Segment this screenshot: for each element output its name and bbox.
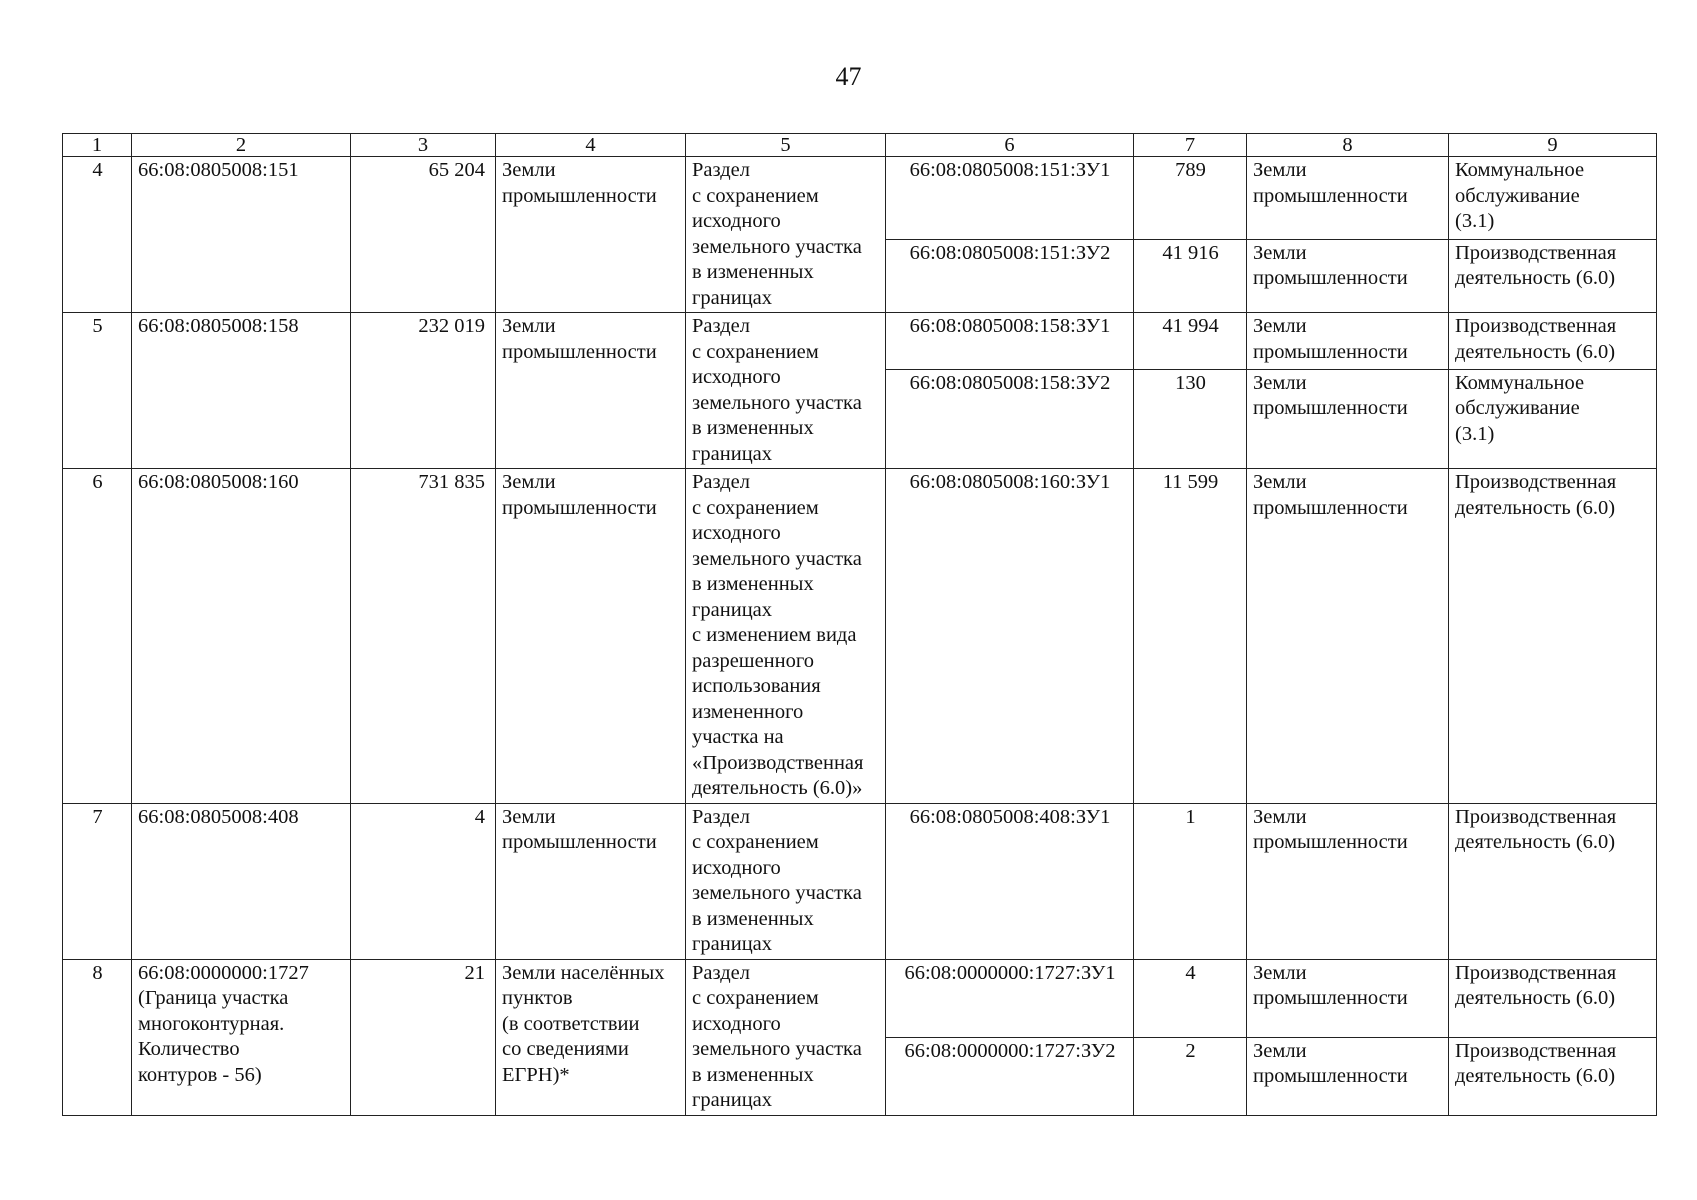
- row-index: 8: [63, 959, 132, 1115]
- cadastral-number-line: (Граница участка: [138, 987, 289, 1009]
- formation-method-line: исходного: [692, 522, 781, 544]
- cadastral-number-line: 66:08:0805008:160: [138, 471, 299, 493]
- formation-method-line: в измененных: [692, 261, 814, 283]
- new-plot-id: 66:08:0805008:408:ЗУ1: [886, 803, 1134, 959]
- plot-area: 232 019: [351, 313, 496, 469]
- column-number-row: [63, 134, 1657, 157]
- formation-method: [686, 313, 886, 469]
- column-number-1: 1: [63, 134, 132, 157]
- new-plot-category: [1247, 803, 1449, 959]
- formation-method-line: земельного участка: [692, 391, 862, 414]
- permitted-use: [1449, 803, 1657, 959]
- table-row: [63, 803, 1657, 959]
- formation-method-line: исходного: [692, 210, 781, 232]
- formation-method-line: границах: [692, 442, 773, 465]
- permitted-use-line: обслуживание: [1455, 184, 1580, 207]
- permitted-use: [1449, 157, 1657, 240]
- column-number-8: 8: [1247, 134, 1449, 157]
- cadastral-number: [132, 959, 351, 1115]
- formation-method-line: измененного: [692, 700, 804, 723]
- column-number-6: 6: [886, 134, 1134, 157]
- formation-method-line: деятельность (6.0)»: [692, 777, 863, 799]
- permitted-use-line: деятельность (6.0): [1455, 267, 1616, 290]
- new-plot-category-line: Земли: [1253, 371, 1307, 394]
- new-plot-category: [1247, 959, 1449, 1037]
- permitted-use-line: деятельность (6.0): [1455, 987, 1616, 1009]
- new-plot-category-line: Земли: [1253, 315, 1307, 337]
- new-plot-category: [1247, 157, 1449, 240]
- new-plot-area: 41 916: [1134, 239, 1247, 312]
- row-index: 6: [63, 469, 132, 804]
- table-row: [63, 959, 1657, 1037]
- column-number-2: 2: [132, 134, 351, 157]
- formation-method: [686, 469, 886, 804]
- permitted-use-line: Коммунальное: [1455, 159, 1585, 181]
- permitted-use-line: Производственная: [1455, 471, 1617, 493]
- new-plot-area: 789: [1134, 157, 1247, 240]
- new-plot-category-line: Земли: [1253, 241, 1307, 264]
- column-number-4: 4: [496, 134, 686, 157]
- table-body: [63, 157, 1657, 1116]
- new-plot-category-line: промышленности: [1253, 496, 1408, 519]
- formation-method-line: исходного: [692, 856, 781, 879]
- formation-method-line: земельного участка: [692, 1038, 862, 1060]
- permitted-use-line: (3.1): [1455, 210, 1495, 232]
- permitted-use-line: деятельность (6.0): [1455, 831, 1616, 853]
- cadastral-number: [132, 469, 351, 804]
- formation-method-line: «Производственная: [692, 751, 864, 774]
- land-category: [496, 803, 686, 959]
- land-plots-table: [62, 133, 1657, 1116]
- new-plot-category-line: Земли: [1253, 1039, 1307, 1062]
- permitted-use-line: Коммунальное: [1455, 371, 1585, 394]
- new-plot-category: [1247, 239, 1449, 312]
- land-category-line: Земли: [502, 315, 556, 337]
- land-category: [496, 959, 686, 1115]
- permitted-use-line: (3.1): [1455, 422, 1495, 445]
- land-category-line: пунктов: [502, 987, 573, 1009]
- cadastral-number-line: 66:08:0805008:151: [138, 159, 299, 181]
- new-plot-id: 66:08:0805008:158:ЗУ2: [886, 369, 1134, 468]
- formation-method-line: земельного участка: [692, 235, 862, 258]
- land-category-line: промышленности: [502, 340, 657, 363]
- land-category-line: со сведениями: [502, 1038, 629, 1060]
- column-number-7: 7: [1134, 134, 1247, 157]
- permitted-use-line: деятельность (6.0): [1455, 1065, 1616, 1087]
- new-plot-id: 66:08:0805008:158:ЗУ1: [886, 313, 1134, 370]
- new-plot-category-line: Земли: [1253, 159, 1307, 181]
- formation-method-line: Раздел: [692, 805, 750, 828]
- new-plot-area: 41 994: [1134, 313, 1247, 370]
- formation-method-line: Раздел: [692, 159, 750, 181]
- land-category-line: Земли: [502, 159, 556, 181]
- cadastral-number-line: 66:08:0000000:1727: [138, 961, 309, 984]
- formation-method-line: границах: [692, 933, 773, 955]
- formation-method-line: границах: [692, 286, 773, 309]
- cadastral-number-line: 66:08:0805008:408: [138, 805, 299, 828]
- permitted-use-line: деятельность (6.0): [1455, 496, 1616, 519]
- formation-method-line: в измененных: [692, 907, 814, 930]
- formation-method-line: с сохранением: [692, 496, 819, 519]
- new-plot-category-line: промышленности: [1253, 184, 1408, 207]
- new-plot-category: [1247, 369, 1449, 468]
- permitted-use-line: Производственная: [1455, 315, 1617, 337]
- new-plot-area: 130: [1134, 369, 1247, 468]
- formation-method-line: исходного: [692, 366, 781, 388]
- cadastral-number-line: многоконтурная.: [138, 1012, 285, 1035]
- land-category: [496, 157, 686, 313]
- land-category-line: Земли: [502, 805, 556, 828]
- cadastral-number-line: Количество: [138, 1038, 240, 1060]
- formation-method-line: в измененных: [692, 1063, 814, 1086]
- permitted-use: [1449, 1037, 1657, 1115]
- new-plot-id: 66:08:0805008:151:ЗУ2: [886, 239, 1134, 312]
- formation-method-line: с сохранением: [692, 831, 819, 853]
- formation-method-line: земельного участка: [692, 547, 862, 570]
- formation-method-line: с сохранением: [692, 184, 819, 207]
- table-row: [63, 313, 1657, 370]
- new-plot-category: [1247, 1037, 1449, 1115]
- plot-area: 65 204: [351, 157, 496, 313]
- land-category-line: промышленности: [502, 184, 657, 207]
- new-plot-category-line: Земли: [1253, 805, 1307, 828]
- plot-area: 4: [351, 803, 496, 959]
- column-number-5: 5: [686, 134, 886, 157]
- land-category-line: Земли: [502, 471, 556, 493]
- table-row: [63, 469, 1657, 804]
- land-category-line: Земли населённых: [502, 961, 665, 984]
- formation-method-line: участка на: [692, 726, 784, 748]
- formation-method: [686, 803, 886, 959]
- plot-area: 731 835: [351, 469, 496, 804]
- page-number: 47: [835, 62, 862, 91]
- land-category-line: (в соответствии: [502, 1012, 640, 1035]
- permitted-use-line: Производственная: [1455, 805, 1617, 828]
- permitted-use: [1449, 239, 1657, 312]
- formation-method-line: с сохранением: [692, 340, 819, 363]
- formation-method-line: земельного участка: [692, 882, 862, 904]
- permitted-use-line: Производственная: [1455, 241, 1617, 264]
- column-number-3: 3: [351, 134, 496, 157]
- new-plot-area: 1: [1134, 803, 1247, 959]
- new-plot-category-line: промышленности: [1253, 397, 1408, 420]
- new-plot-category: [1247, 469, 1449, 804]
- permitted-use-line: обслуживание: [1455, 397, 1580, 420]
- cadastral-number: [132, 157, 351, 313]
- formation-method-line: с сохранением: [692, 987, 819, 1009]
- land-category-line: промышленности: [502, 496, 657, 519]
- new-plot-category: [1247, 313, 1449, 370]
- permitted-use: [1449, 369, 1657, 468]
- formation-method-line: использования: [692, 675, 821, 697]
- new-plot-category-line: Земли: [1253, 961, 1307, 984]
- formation-method: [686, 157, 886, 313]
- new-plot-category-line: промышленности: [1253, 987, 1408, 1009]
- formation-method-line: исходного: [692, 1012, 781, 1035]
- new-plot-area: 4: [1134, 959, 1247, 1037]
- cadastral-number-line: 66:08:0805008:158: [138, 315, 299, 337]
- permitted-use-line: Производственная: [1455, 1039, 1617, 1062]
- new-plot-category-line: промышленности: [1253, 1065, 1408, 1087]
- land-category-line: ЕГРН)*: [502, 1063, 570, 1086]
- new-plot-area: 2: [1134, 1037, 1247, 1115]
- new-plot-category-line: Земли: [1253, 471, 1307, 493]
- permitted-use: [1449, 959, 1657, 1037]
- permitted-use-line: Производственная: [1455, 961, 1617, 984]
- formation-method-line: Раздел: [692, 471, 750, 493]
- permitted-use-line: деятельность (6.0): [1455, 340, 1616, 363]
- formation-method-line: в измененных: [692, 573, 814, 595]
- new-plot-id: 66:08:0805008:151:ЗУ1: [886, 157, 1134, 240]
- formation-method-line: границах: [692, 598, 773, 621]
- new-plot-category-line: промышленности: [1253, 267, 1408, 290]
- new-plot-area: 11 599: [1134, 469, 1247, 804]
- column-number-9: 9: [1449, 134, 1657, 157]
- new-plot-id: 66:08:0000000:1727:ЗУ2: [886, 1037, 1134, 1115]
- formation-method-line: Раздел: [692, 315, 750, 337]
- row-index: 5: [63, 313, 132, 469]
- new-plot-category-line: промышленности: [1253, 831, 1408, 853]
- cadastral-number-line: контуров - 56): [138, 1063, 262, 1086]
- land-category-line: промышленности: [502, 831, 657, 853]
- permitted-use: [1449, 313, 1657, 370]
- formation-method-line: разрешенного: [692, 649, 815, 672]
- new-plot-id: 66:08:0805008:160:ЗУ1: [886, 469, 1134, 804]
- formation-method: [686, 959, 886, 1115]
- plot-area: 21: [351, 959, 496, 1115]
- formation-method-line: Раздел: [692, 961, 750, 984]
- row-index: 4: [63, 157, 132, 313]
- cadastral-number: [132, 803, 351, 959]
- new-plot-category-line: промышленности: [1253, 340, 1408, 363]
- table-row: [63, 157, 1657, 240]
- land-category: [496, 469, 686, 804]
- cadastral-number: [132, 313, 351, 469]
- formation-method-line: с изменением вида: [692, 624, 857, 646]
- permitted-use: [1449, 469, 1657, 804]
- formation-method-line: границах: [692, 1089, 773, 1111]
- new-plot-id: 66:08:0000000:1727:ЗУ1: [886, 959, 1134, 1037]
- land-category: [496, 313, 686, 469]
- formation-method-line: в измененных: [692, 417, 814, 439]
- row-index: 7: [63, 803, 132, 959]
